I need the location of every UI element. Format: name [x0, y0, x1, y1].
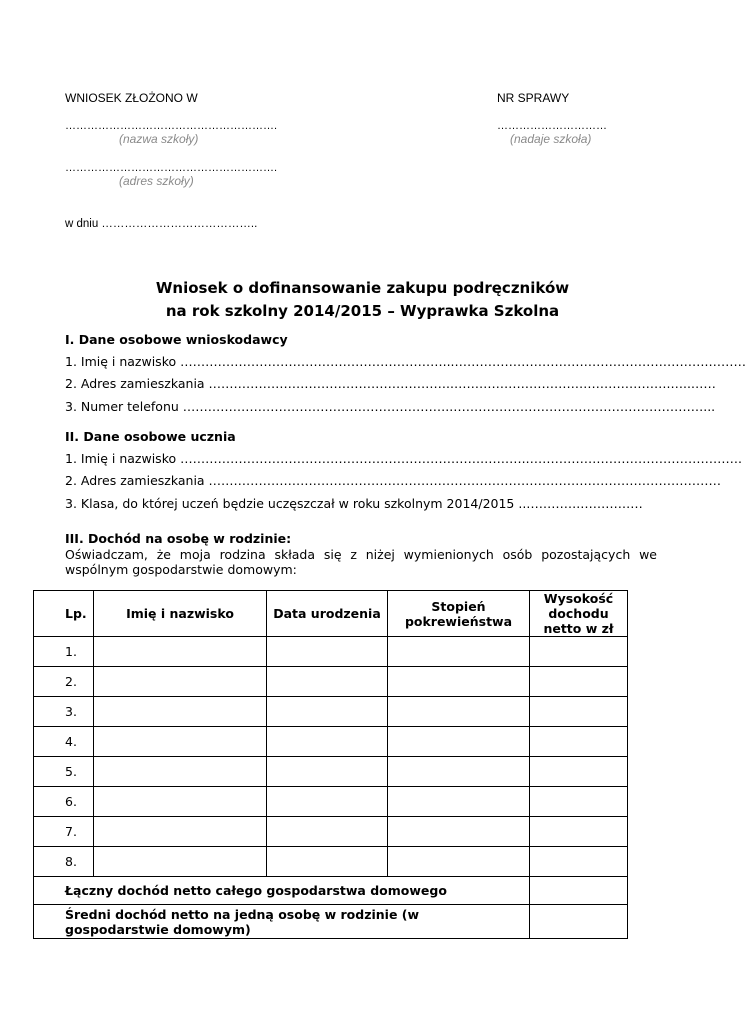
row-number: 4.: [34, 727, 94, 757]
date-field[interactable]: w dniu …………………………………..: [65, 218, 258, 230]
income-cell[interactable]: [530, 817, 628, 847]
dob-cell[interactable]: [267, 637, 388, 667]
table-row: [34, 667, 628, 697]
header-net-income: [530, 591, 628, 637]
name-cell[interactable]: [94, 817, 267, 847]
row-number: 5.: [34, 757, 94, 787]
row-number: 2.: [34, 667, 94, 697]
relationship-cell[interactable]: [388, 697, 530, 727]
average-income-cell[interactable]: [530, 905, 628, 939]
case-number-field[interactable]: …………………………: [497, 120, 607, 132]
relationship-cell[interactable]: [388, 667, 530, 697]
case-number-label: NR SPRAWY: [497, 91, 570, 105]
section-2-heading: II. Dane osobowe ucznia: [65, 429, 236, 444]
header-income-line-3: netto w zł: [543, 621, 614, 636]
header-relationship-line-2: pokrewieństwa: [404, 613, 513, 629]
table-row: [34, 727, 628, 757]
row-number: 3.: [34, 697, 94, 727]
school-address-field[interactable]: ………………………………………………….: [65, 162, 278, 174]
dob-cell[interactable]: [267, 697, 388, 727]
student-name-field[interactable]: 1. Imię i nazwisko ……………………………………………………………….……….…………………………………………….: [65, 451, 743, 466]
average-income-label: Średni dochód netto na jedną osobę w rodzinie (w gospodarstwie domowym): [34, 905, 530, 939]
section-3-heading: III. Dochód na osobę w rodzinie:: [65, 531, 292, 546]
household-declaration-text: Oświadczam, że moja rodzina składa się z niżej wymienionych osób pozostających we wspólnym gospodarstwie domowym:: [65, 547, 657, 577]
total-income-cell[interactable]: [530, 877, 628, 905]
relationship-cell[interactable]: [388, 637, 530, 667]
relationship-cell[interactable]: [388, 817, 530, 847]
income-cell[interactable]: [530, 787, 628, 817]
row-number: 8.: [34, 847, 94, 877]
income-cell[interactable]: [530, 697, 628, 727]
dob-cell[interactable]: [267, 787, 388, 817]
applicant-name-field[interactable]: 1. Imię i nazwisko ………………………………………………………...…………………………………………………….………: [65, 354, 746, 369]
form-title-line-1: Wniosek o dofinansowanie zakupu podręczników: [155, 279, 570, 297]
header-lp: Lp.: [34, 591, 94, 637]
name-cell[interactable]: [94, 787, 267, 817]
row-number: 6.: [34, 787, 94, 817]
applicant-address-field[interactable]: 2. Adres zamieszkania …………………………………………………..…………………………………………….…..……: [65, 376, 716, 391]
header-name: Imię i nazwisko: [94, 591, 267, 637]
table-row: [34, 757, 628, 787]
applicant-phone-field[interactable]: 3. Numer telefonu ………………………………………………………..……………………………………………………...: [65, 399, 716, 414]
name-cell[interactable]: [94, 697, 267, 727]
relationship-cell[interactable]: [388, 847, 530, 877]
school-address-hint: (adres szkoły): [119, 174, 194, 188]
header-relationship: [388, 591, 530, 637]
name-cell[interactable]: [94, 667, 267, 697]
row-number: 7.: [34, 817, 94, 847]
relationship-cell[interactable]: [388, 787, 530, 817]
dob-cell[interactable]: [267, 757, 388, 787]
average-income-row: [34, 905, 628, 939]
income-cell[interactable]: [530, 757, 628, 787]
table-header-row: [34, 591, 628, 637]
relationship-cell[interactable]: [388, 757, 530, 787]
total-income-row: [34, 877, 628, 905]
dob-cell[interactable]: [267, 667, 388, 697]
income-cell[interactable]: [530, 727, 628, 757]
income-cell[interactable]: [530, 667, 628, 697]
header-date-of-birth: Data urodzenia: [267, 591, 388, 637]
table-row: [34, 817, 628, 847]
school-name-hint: (nazwa szkoły): [119, 132, 199, 146]
relationship-cell[interactable]: [388, 727, 530, 757]
form-title-line-2: na rok szkolny 2014/2015 – Wyprawka Szkolna: [165, 302, 560, 320]
name-cell[interactable]: [94, 847, 267, 877]
header-income-line-1: Wysokość: [543, 591, 614, 606]
case-number-hint: (nadaje szkoła): [510, 132, 592, 146]
table-row: [34, 787, 628, 817]
submitted-at-label: WNIOSEK ZŁOŻONO W: [65, 91, 198, 105]
row-number: 1.: [34, 637, 94, 667]
name-cell[interactable]: [94, 727, 267, 757]
name-cell[interactable]: [94, 637, 267, 667]
student-address-field[interactable]: 2. Adres zamieszkania ……………………………………………………………………………………………………………: [65, 473, 722, 488]
income-cell[interactable]: [530, 847, 628, 877]
header-relationship-line-1: Stopień: [431, 598, 486, 614]
total-income-label: Łączny dochód netto całego gospodarstwa domowego: [34, 877, 530, 905]
dob-cell[interactable]: [267, 817, 388, 847]
dob-cell[interactable]: [267, 847, 388, 877]
table-row: [34, 697, 628, 727]
name-cell[interactable]: [94, 757, 267, 787]
student-class-field[interactable]: 3. Klasa, do której uczeń będzie uczęszczał w roku szkolnym 2014/2015 ..………….……………: [65, 496, 643, 511]
household-income-table: [33, 590, 628, 939]
section-1-heading: I. Dane osobowe wnioskodawcy: [65, 332, 288, 347]
school-name-field[interactable]: ………………………………………………….: [65, 120, 278, 132]
table-row: [34, 637, 628, 667]
header-income-line-2: dochodu: [548, 606, 609, 621]
dob-cell[interactable]: [267, 727, 388, 757]
table-row: [34, 847, 628, 877]
income-cell[interactable]: [530, 637, 628, 667]
